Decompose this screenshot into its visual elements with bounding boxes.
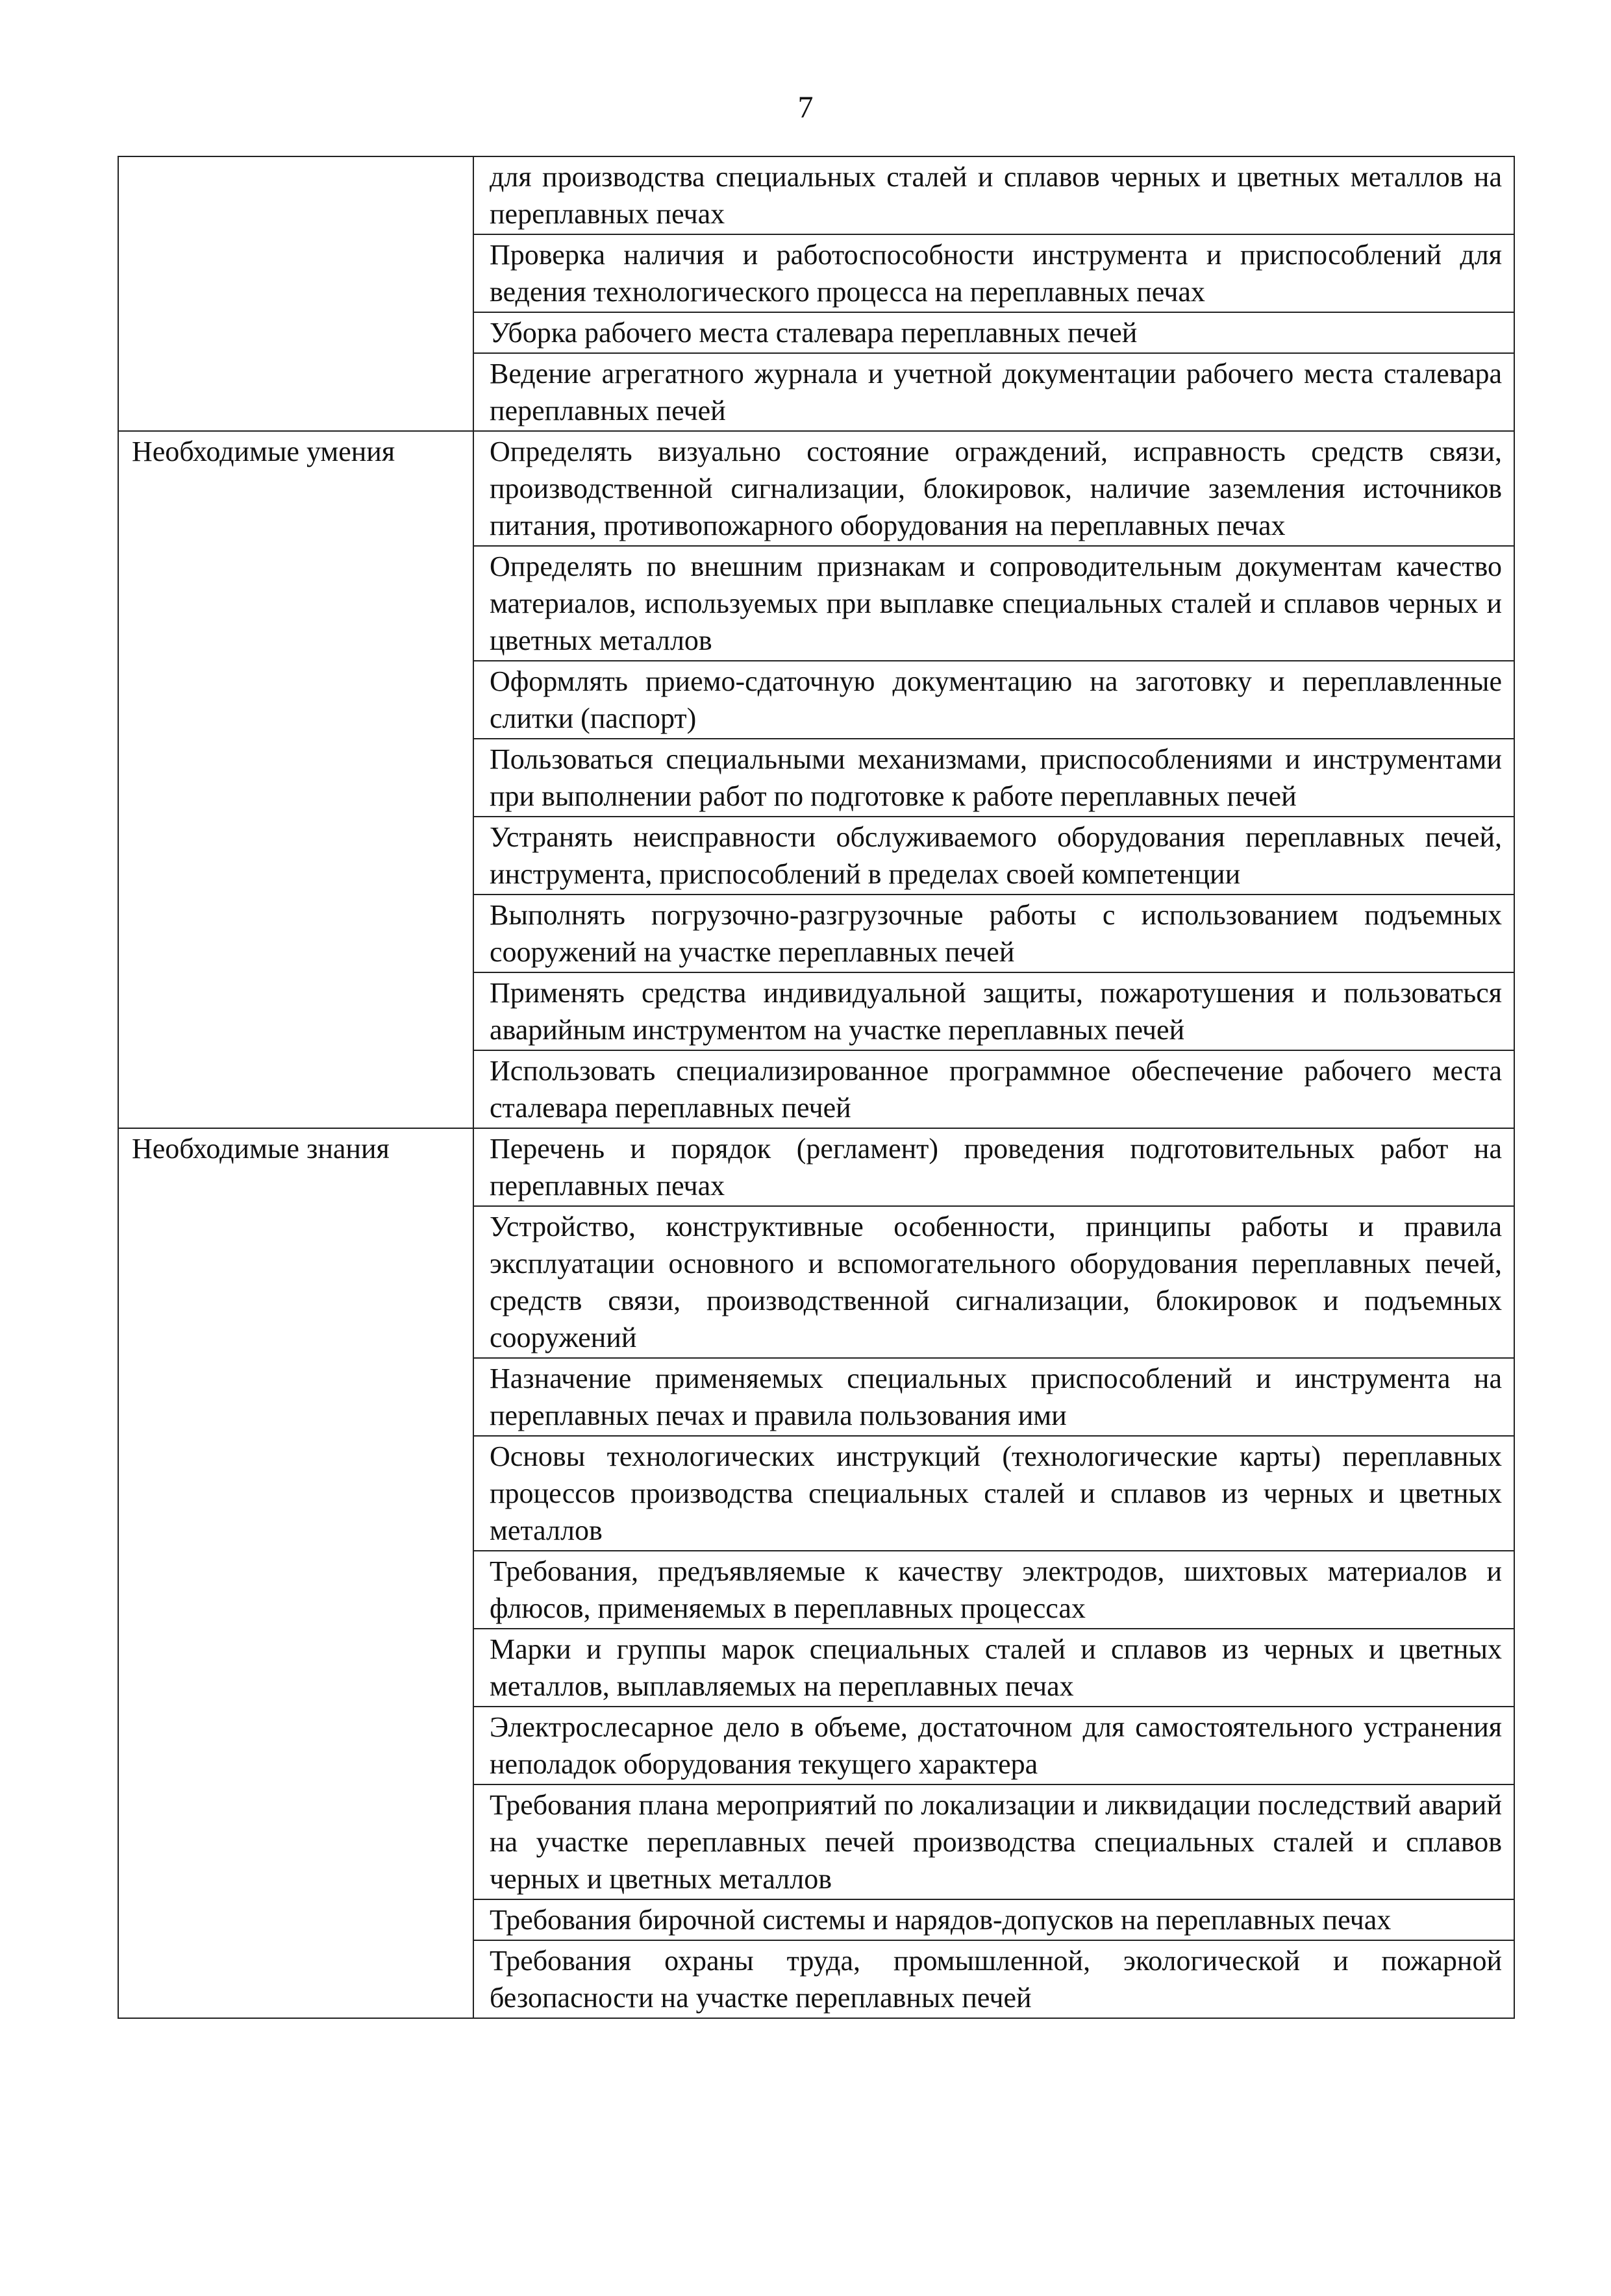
row-label-knowledge: Необходимые знания	[118, 1128, 473, 2018]
table-cell: Уборка рабочего места сталевара переплавных печей	[473, 312, 1514, 353]
table-cell: Устранять неисправности обслуживаемого оборудования переплавных печей, инструмента, приспособлений в пределах своей компетенции	[473, 817, 1514, 895]
table-cell: Ведение агрегатного журнала и учетной документации рабочего места сталевара переплавных печей	[473, 353, 1514, 431]
page-number: 7	[797, 90, 814, 125]
row-label	[118, 156, 473, 431]
table-cell: Устройство, конструктивные особенности, принципы работы и правила эксплуатации основного и вспомогательного оборудования переплавных печей, средств связи, производственной сигнализации, блокировок и подъемных сооружений	[473, 1206, 1514, 1358]
table-cell: Выполнять погрузочно-разгрузочные работы с использованием подъемных сооружений на участке переплавных печей	[473, 895, 1514, 972]
table-cell: Оформлять приемо-сдаточную документацию на заготовку и переплавленные слитки (паспорт)	[473, 661, 1514, 739]
table-cell: Требования бирочной системы и нарядов-допусков на переплавных печах	[473, 1899, 1514, 1940]
table-cell: Марки и группы марок специальных сталей и сплавов из черных и цветных металлов, выплавляемых на переплавных печах	[473, 1629, 1514, 1707]
table-cell: Назначение применяемых специальных приспособлений и инструмента на переплавных печах и правила пользования ими	[473, 1358, 1514, 1436]
table-cell: Электрослесарное дело в объеме, достаточном для самостоятельного устранения неполадок оборудования текущего характера	[473, 1707, 1514, 1784]
table-cell: Определять по внешним признакам и сопроводительным документам качество материалов, используемых при выплавке специальных сталей и сплавов черных и цветных металлов	[473, 546, 1514, 661]
table-cell: Требования охраны труда, промышленной, экологической и пожарной безопасности на участке переплавных печей	[473, 1940, 1514, 2018]
table-row	[118, 156, 1514, 234]
table-cell: Основы технологических инструкций (технологические карты) переплавных процессов производства специальных сталей и сплавов из черных и цветных металлов	[473, 1436, 1514, 1551]
table-cell: Пользоваться специальными механизмами, приспособлениями и инструментами при выполнении работ по подготовке к работе переплавных печей	[473, 739, 1514, 817]
table-cell: Применять средства индивидуальной защиты, пожаротушения и пользоваться аварийным инструментом на участке переплавных печей	[473, 972, 1514, 1050]
table-cell: Требования, предъявляемые к качеству электродов, шихтовых материалов и флюсов, применяемых в переплавных процессах	[473, 1551, 1514, 1629]
requirements-table	[118, 156, 1515, 2019]
table-cell: Определять визуально состояние ограждений, исправность средств связи, производственной сигнализации, блокировок, наличие заземления источников питания, противопожарного оборудования на переплавных печах	[473, 431, 1514, 546]
table-row	[118, 1128, 1514, 1206]
table-cell: Проверка наличия и работоспособности инструмента и приспособлений для ведения технологического процесса на переплавных печах	[473, 234, 1514, 312]
table-cell: для производства специальных сталей и сплавов черных и цветных металлов на переплавных печах	[473, 156, 1514, 234]
table-cell: Перечень и порядок (регламент) проведения подготовительных работ на переплавных печах	[473, 1128, 1514, 1206]
table-cell: Требования плана мероприятий по локализации и ликвидации последствий аварий на участке переплавных печей производства специальных сталей и сплавов черных и цветных металлов	[473, 1784, 1514, 1899]
table-cell: Использовать специализированное программное обеспечение рабочего места сталевара переплавных печей	[473, 1050, 1514, 1128]
row-label-skills: Необходимые умения	[118, 431, 473, 1128]
table-row	[118, 431, 1514, 546]
